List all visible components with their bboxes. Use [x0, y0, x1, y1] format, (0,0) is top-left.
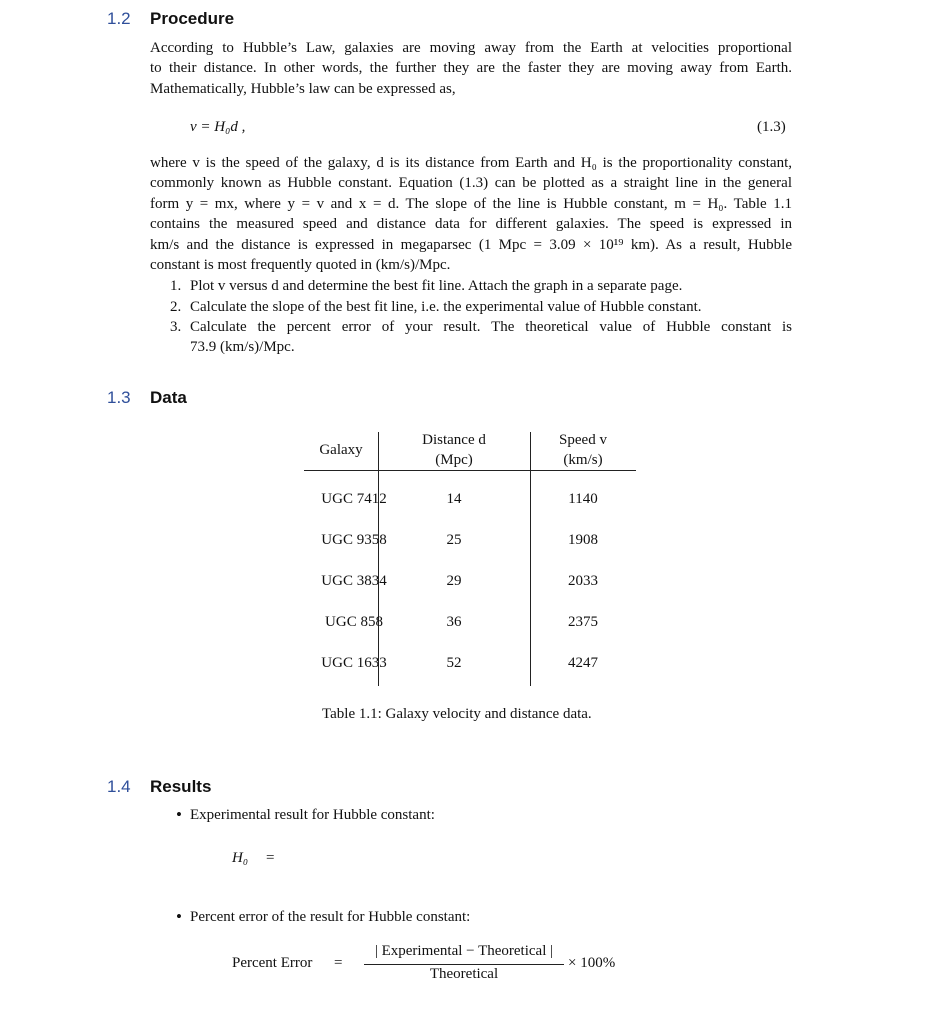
bullet-text: Experimental result for Hubble constant:	[190, 807, 435, 823]
step-number: 1.	[170, 278, 182, 294]
bullet-item	[176, 807, 776, 829]
body-line: form y = mx, where y = v and x = d. The slope of the line is Hubble constant, m = H₀. Table 1.1	[150, 195, 792, 212]
table-cell-galaxy: UGC 1633	[321, 655, 387, 671]
header-speed	[530, 430, 636, 470]
multiplier: × 100%	[568, 955, 616, 971]
table-caption: Table 1.1: Galaxy velocity and distance data.	[322, 706, 592, 722]
step-text: Calculate the percent error of your result. The theoretical value of Hubble constant is	[190, 319, 792, 335]
galaxy-data-table	[304, 424, 636, 686]
table-cell-galaxy: UGC 9358	[321, 532, 387, 548]
header-distance-label: Distance d	[422, 432, 486, 448]
step-text: 73.9 (km/s)/Mpc.	[190, 339, 295, 356]
section-title-results: Results	[150, 777, 212, 796]
fraction-numerator: | Experimental − Theoretical |	[374, 943, 554, 959]
header-speed-label: Speed v	[559, 432, 607, 448]
table-cell-speed: 1908	[568, 532, 598, 548]
procedure-step	[170, 276, 792, 297]
equation-number: (1.3)	[757, 119, 786, 135]
step-number: 3.	[170, 319, 182, 335]
intro-line: Mathematically, Hubble’s law can be expressed as,	[150, 80, 456, 97]
header-galaxy: Galaxy	[319, 442, 363, 458]
section-title-data: Data	[150, 388, 187, 407]
table-cell-galaxy: UGC 3834	[321, 573, 387, 589]
table-cell-galaxy: UGC 858	[325, 614, 383, 630]
section-title-procedure: Procedure	[150, 9, 235, 28]
step-number: 2.	[170, 299, 182, 315]
table-cell-distance: 52	[446, 655, 462, 671]
percent-error-label: Percent Error	[232, 955, 313, 971]
table-cell-distance: 25	[446, 532, 462, 548]
step-text: Plot v versus d and determine the best fit line. Attach the graph in a separate page.	[190, 278, 683, 294]
bullet-item	[176, 909, 776, 931]
section-number-results: 1.4	[107, 777, 131, 796]
table-cell-speed: 1140	[568, 491, 598, 507]
step-text: Calculate the slope of the best fit line, i.e. the experimental value of Hubble constant.	[190, 299, 702, 315]
body-line: contains the measured speed and distance data for different galaxies. The speed is expressed in	[150, 216, 792, 233]
section-number-data: 1.3	[107, 388, 131, 407]
header-distance	[378, 430, 530, 470]
table-column-rule	[378, 432, 379, 686]
h0-symbol: H₀	[232, 850, 249, 866]
body-line: where v is the speed of the galaxy, d is its distance from Earth and H₀ is the proportionality constant,	[150, 155, 792, 171]
procedure-step	[170, 317, 792, 359]
bullet-dot: •	[176, 805, 182, 824]
table-cell-distance: 36	[446, 614, 462, 630]
intro-line: According to Hubble’s Law, galaxies are moving away from the Earth at velocities proportional	[150, 40, 792, 56]
equals-sign: =	[334, 955, 343, 971]
bullet-dot: •	[176, 907, 182, 926]
table-cell-distance: 14	[446, 491, 462, 507]
table-cell-speed: 2375	[568, 614, 598, 630]
procedure-step	[170, 297, 792, 318]
table-cell-galaxy: UGC 7412	[321, 491, 387, 507]
section-number-procedure: 1.2	[107, 9, 131, 28]
body-line: km/s and the distance is expressed in megaparsec (1 Mpc = 3.09 × 10¹⁹ km). As a result, Hubble	[150, 236, 792, 253]
fraction-bar	[364, 964, 564, 965]
body-line: constant is most frequently quoted in (km/s)/Mpc.	[150, 257, 451, 274]
procedure-body	[150, 153, 792, 275]
table-column-rule	[530, 432, 531, 686]
body-line: commonly known as Hubble constant. Equation (1.3) can be plotted as a straight line in the general	[150, 175, 792, 192]
table-cell-speed: 4247	[568, 655, 598, 671]
table-cell-distance: 29	[446, 573, 462, 589]
bullet-text: Percent error of the result for Hubble constant:	[190, 909, 471, 925]
hubble-equation: v = H₀d ,	[190, 119, 246, 135]
procedure-intro	[150, 38, 792, 99]
table-header-rule	[304, 470, 636, 471]
equals-sign: =	[266, 850, 275, 866]
fraction-denominator: Theoretical	[429, 966, 499, 982]
header-distance-unit: (Mpc)	[435, 452, 473, 468]
table-cell-speed: 2033	[568, 573, 598, 589]
intro-line: to their distance. In other words, the further they are the faster they are moving away from Earth.	[150, 60, 792, 77]
header-speed-unit: (km/s)	[563, 452, 603, 468]
